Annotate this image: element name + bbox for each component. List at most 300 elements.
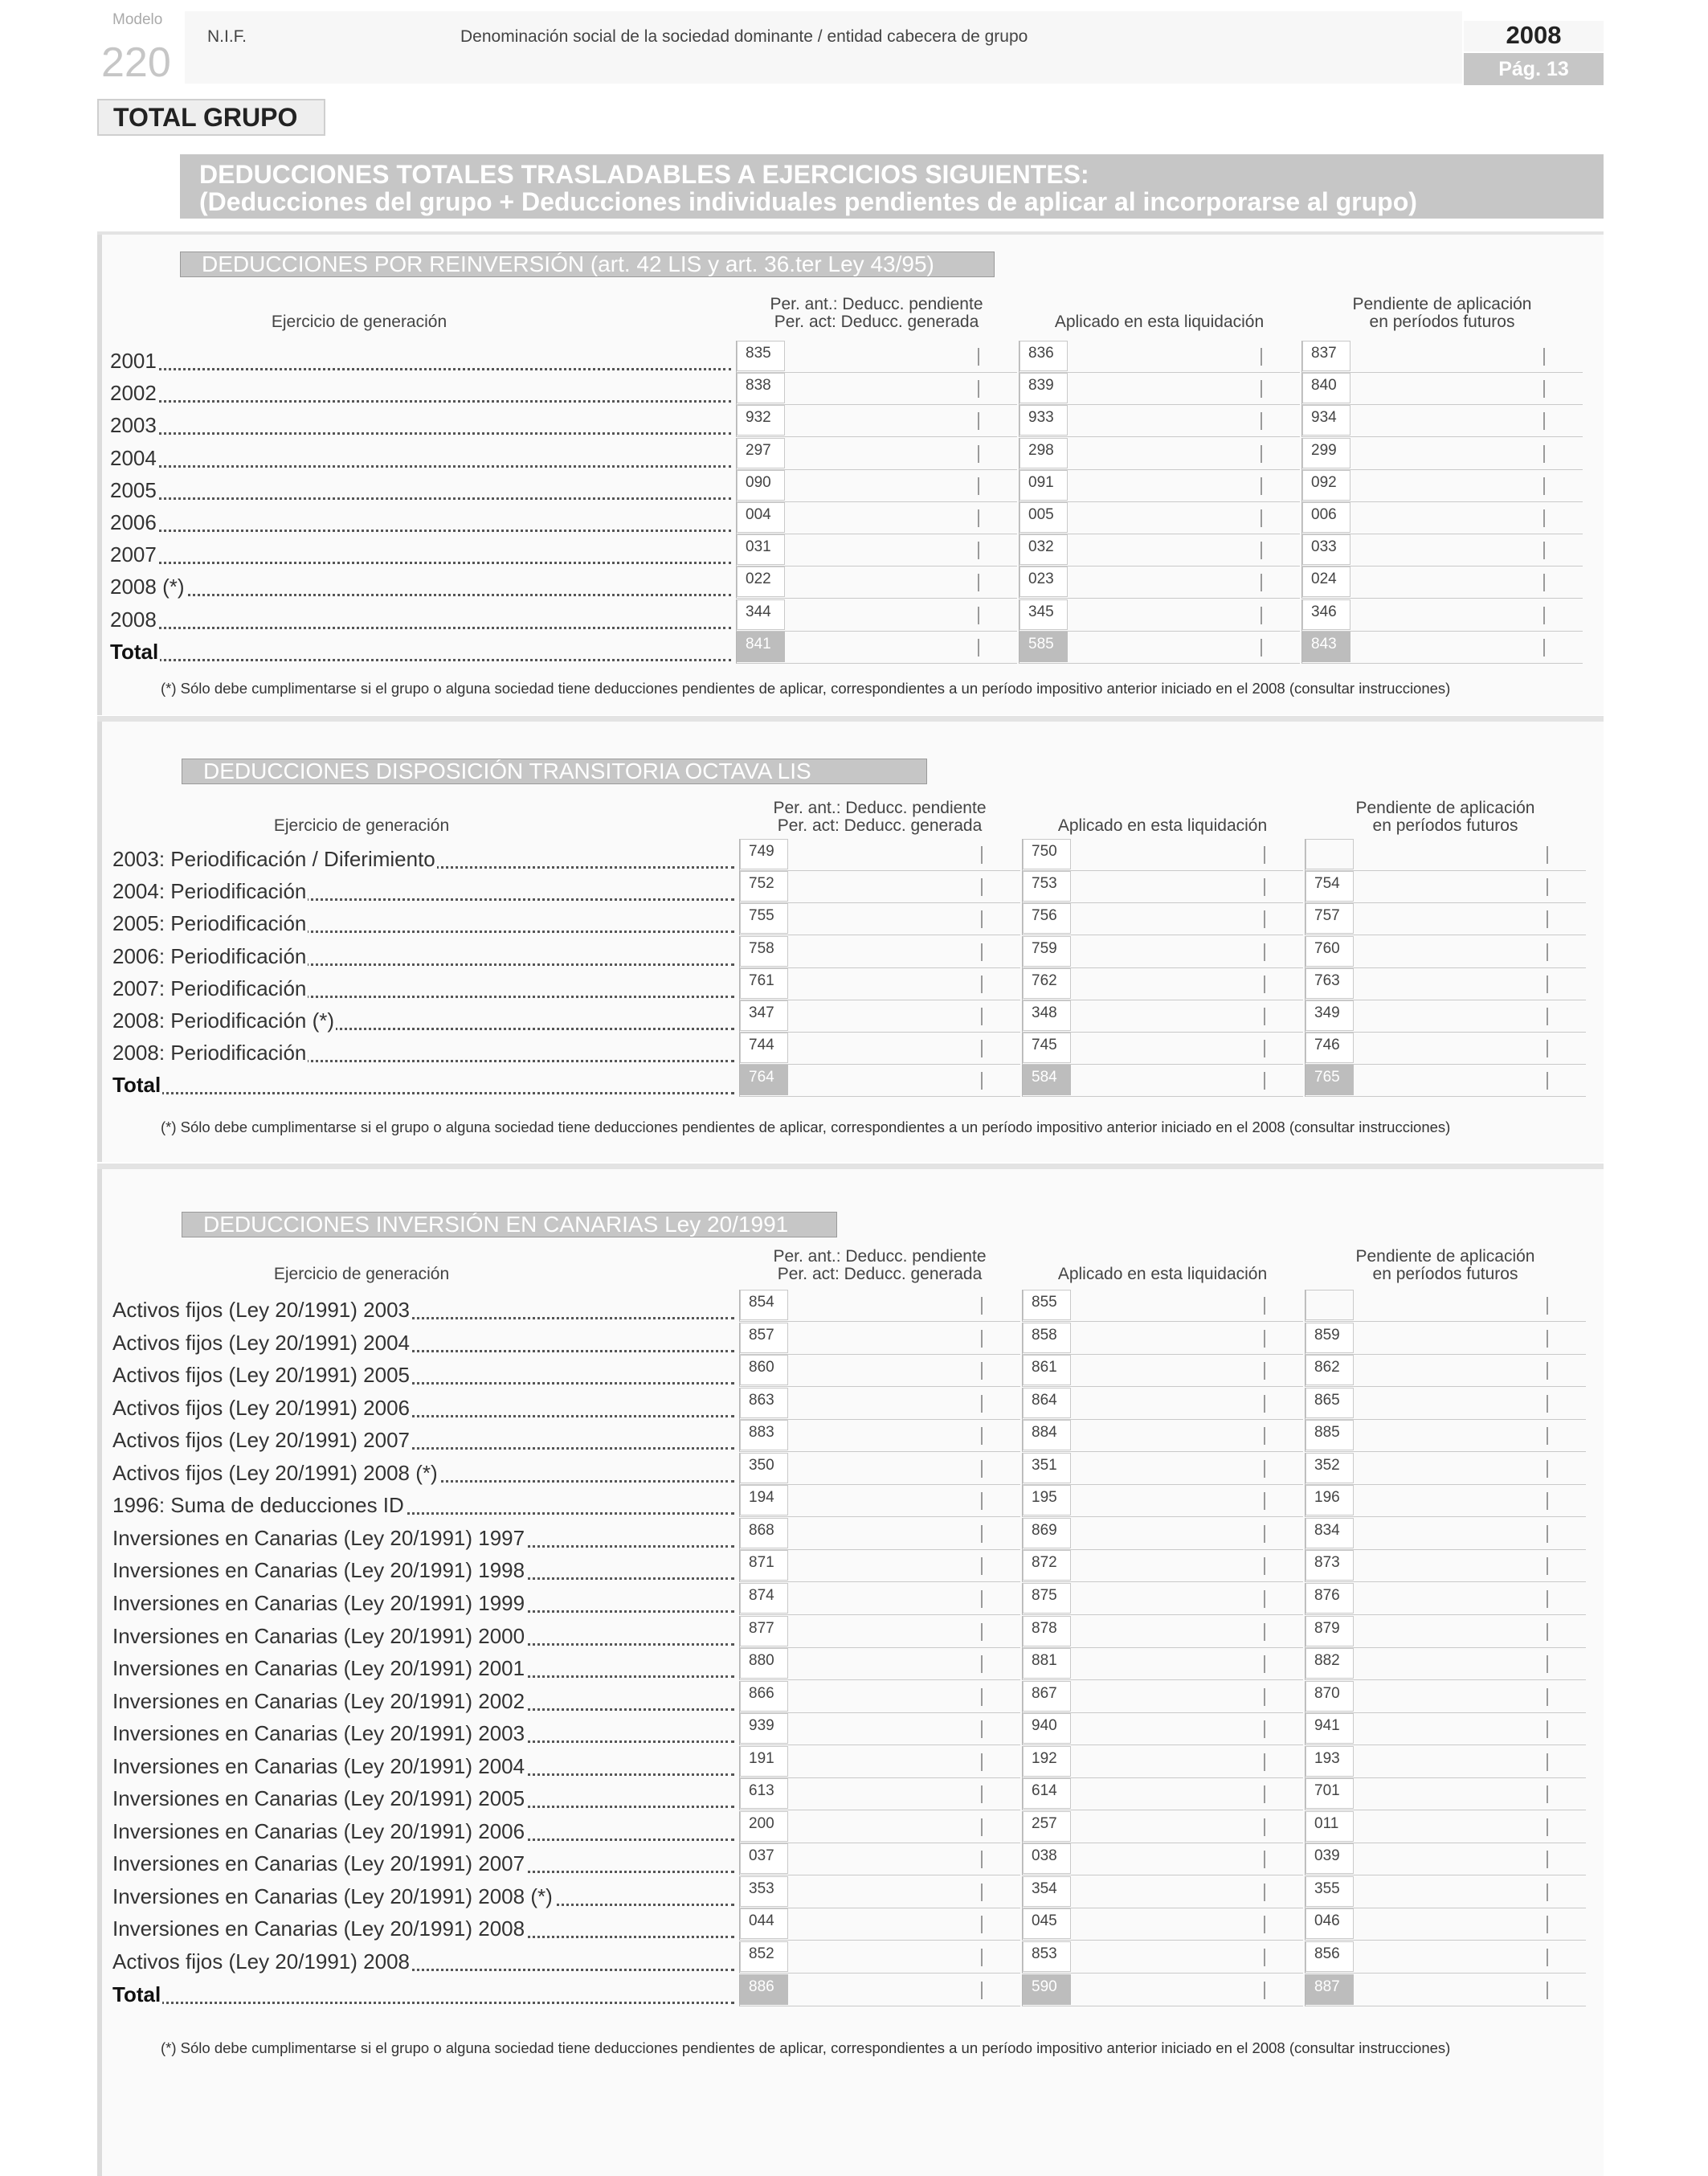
box-code: 756 bbox=[1023, 903, 1071, 934]
box-code: 753 bbox=[1023, 871, 1071, 902]
box-code: 864 bbox=[1023, 1388, 1071, 1418]
row-label bbox=[112, 1721, 734, 1747]
thousands-tick bbox=[978, 477, 979, 495]
box-code: 933 bbox=[1019, 405, 1068, 436]
amount-field[interactable] bbox=[1305, 1941, 1586, 1974]
box-code: 839 bbox=[1019, 373, 1068, 403]
thousands-tick bbox=[1547, 1949, 1548, 1966]
row-label bbox=[112, 1949, 734, 1975]
box-code: 011 bbox=[1306, 1811, 1354, 1842]
amount-field[interactable] bbox=[1019, 438, 1300, 470]
amount-field[interactable] bbox=[1305, 1065, 1586, 1097]
thousands-tick bbox=[981, 1427, 983, 1445]
thousands-tick bbox=[1264, 1623, 1265, 1641]
amount-field[interactable] bbox=[1022, 1453, 1303, 1485]
box-code: 193 bbox=[1306, 1746, 1354, 1777]
thousands-tick bbox=[981, 846, 983, 864]
thousands-tick bbox=[981, 1884, 983, 1901]
thousands-tick bbox=[981, 1949, 983, 1966]
amount-field[interactable] bbox=[739, 1908, 1020, 1941]
box-code: 759 bbox=[1023, 936, 1071, 967]
box-code: 045 bbox=[1023, 1908, 1071, 1939]
amount-field[interactable] bbox=[736, 373, 1017, 405]
box-code: 764 bbox=[740, 1065, 788, 1095]
amount-field[interactable] bbox=[739, 1778, 1020, 1810]
amount-field[interactable] bbox=[1305, 1550, 1586, 1582]
box-code: 843 bbox=[1302, 632, 1350, 662]
thousands-tick bbox=[1264, 1785, 1265, 1803]
row-label bbox=[112, 879, 734, 905]
row-label bbox=[112, 1558, 734, 1584]
amount-field[interactable] bbox=[1305, 968, 1586, 1000]
thousands-tick bbox=[981, 1785, 983, 1803]
row-label bbox=[112, 1754, 734, 1780]
amount-field[interactable] bbox=[1022, 1290, 1303, 1322]
amount-field[interactable] bbox=[1301, 599, 1583, 632]
amount-field[interactable] bbox=[1022, 1941, 1303, 1974]
row-label-text: Inversiones en Canarias (Ley 20/1991) 2007 bbox=[112, 1851, 525, 1875]
amount-field[interactable] bbox=[1022, 1518, 1303, 1550]
amount-field[interactable] bbox=[1019, 599, 1300, 632]
row-label-text: 2008 (*) bbox=[110, 575, 185, 599]
section-title: DEDUCCIONES DISPOSICIÓN TRANSITORIA OCTAVA LIS bbox=[182, 759, 927, 784]
row-label-text: 2006: Periodificación bbox=[112, 944, 307, 968]
denominacion-label: Denominación social de la sociedad dominante / entidad cabecera de grupo bbox=[460, 27, 1028, 46]
row-label bbox=[112, 1428, 734, 1454]
thousands-tick bbox=[1543, 542, 1545, 559]
column-header-future: Pendiente de aplicación en períodos futuros bbox=[1355, 799, 1535, 835]
row-label-text: Inversiones en Canarias (Ley 20/1991) 2002 bbox=[112, 1689, 525, 1713]
thousands-tick bbox=[981, 1040, 983, 1057]
amount-field[interactable] bbox=[1019, 502, 1300, 534]
box-code: 853 bbox=[1023, 1941, 1071, 1972]
row-label-text: Inversiones en Canarias (Ley 20/1991) 2001 bbox=[112, 1656, 525, 1680]
thousands-tick bbox=[1261, 477, 1262, 495]
box-code: 861 bbox=[1023, 1355, 1071, 1385]
box-code: 046 bbox=[1306, 1908, 1354, 1939]
amount-field[interactable] bbox=[736, 438, 1017, 470]
amount-field[interactable] bbox=[1305, 1453, 1586, 1485]
thousands-tick bbox=[1547, 1884, 1548, 1901]
box-code: 585 bbox=[1019, 632, 1068, 662]
row-label-text: 2006 bbox=[110, 510, 157, 534]
amount-field[interactable] bbox=[1305, 1388, 1586, 1420]
amount-field[interactable] bbox=[1022, 1713, 1303, 1745]
box-code: 584 bbox=[1023, 1065, 1071, 1095]
box-code: 865 bbox=[1306, 1388, 1354, 1418]
amount-field[interactable] bbox=[1022, 871, 1303, 903]
thousands-tick bbox=[1547, 1623, 1548, 1641]
thousands-tick bbox=[1547, 1785, 1548, 1803]
amount-field[interactable] bbox=[1019, 566, 1300, 599]
thousands-tick bbox=[981, 1982, 983, 1999]
amount-field[interactable] bbox=[1301, 470, 1583, 502]
amount-field[interactable] bbox=[1305, 1908, 1586, 1941]
amount-field[interactable] bbox=[739, 1876, 1020, 1908]
amount-field[interactable] bbox=[739, 1518, 1020, 1550]
amount-field[interactable] bbox=[739, 1583, 1020, 1615]
page-number: Pág. 13 bbox=[1464, 53, 1604, 85]
box-code: 757 bbox=[1306, 903, 1354, 934]
amount-field[interactable] bbox=[1305, 1843, 1586, 1875]
thousands-tick bbox=[1261, 348, 1262, 366]
amount-field[interactable] bbox=[1305, 1713, 1586, 1745]
row-label bbox=[110, 510, 731, 536]
amount-field[interactable] bbox=[1022, 1355, 1303, 1387]
thousands-tick bbox=[1264, 1460, 1265, 1478]
box-code: 835 bbox=[737, 341, 785, 371]
row-label-text: 2005 bbox=[110, 478, 157, 502]
amount-field[interactable] bbox=[1022, 1778, 1303, 1810]
box-code: 091 bbox=[1019, 470, 1068, 501]
box-code: 744 bbox=[740, 1033, 788, 1063]
thousands-tick bbox=[1547, 910, 1548, 928]
amount-field[interactable] bbox=[1022, 1648, 1303, 1680]
amount-field[interactable] bbox=[1022, 1033, 1303, 1065]
amount-field[interactable] bbox=[1305, 1420, 1586, 1452]
amount-field[interactable] bbox=[739, 1065, 1020, 1097]
row-label bbox=[110, 542, 731, 568]
box-code: 857 bbox=[740, 1323, 788, 1353]
amount-field[interactable] bbox=[1022, 903, 1303, 935]
amount-field[interactable] bbox=[1305, 936, 1586, 968]
amount-field[interactable] bbox=[739, 1681, 1020, 1713]
thousands-tick bbox=[1261, 412, 1262, 430]
amount-field[interactable] bbox=[1305, 1000, 1586, 1033]
thousands-tick bbox=[1547, 943, 1548, 961]
amount-field[interactable] bbox=[1305, 1681, 1586, 1713]
amount-field[interactable] bbox=[739, 1550, 1020, 1582]
row-label bbox=[112, 1819, 734, 1845]
amount-field[interactable] bbox=[1022, 1681, 1303, 1713]
thousands-tick bbox=[1547, 1395, 1548, 1413]
dot-leader bbox=[110, 432, 731, 435]
box-code: 932 bbox=[737, 405, 785, 436]
thousands-tick bbox=[1547, 1688, 1548, 1706]
thousands-tick bbox=[1547, 1427, 1548, 1445]
amount-field[interactable] bbox=[1019, 470, 1300, 502]
box-code: 880 bbox=[740, 1648, 788, 1679]
box-code: 867 bbox=[1023, 1681, 1071, 1712]
thousands-tick bbox=[1264, 846, 1265, 864]
thousands-tick bbox=[1264, 1330, 1265, 1348]
box-code: 195 bbox=[1023, 1485, 1071, 1515]
box-code: 859 bbox=[1306, 1323, 1354, 1353]
footnote: (*) Sólo debe cumplimentarse si el grupo o alguna sociedad tiene deducciones pendientes de aplicar, correspondientes a un período impositivo anterior iniciado en el 2008 (consultar instrucciones) bbox=[161, 2039, 1451, 2056]
amount-field[interactable] bbox=[1022, 1908, 1303, 1941]
row-label-text: Inversiones en Canarias (Ley 20/1991) 1998 bbox=[112, 1558, 525, 1582]
box-code: 352 bbox=[1306, 1453, 1354, 1483]
thousands-tick bbox=[1547, 1492, 1548, 1510]
amount-field[interactable] bbox=[739, 936, 1020, 968]
amount-field[interactable] bbox=[736, 502, 1017, 534]
box-code: 877 bbox=[740, 1616, 788, 1646]
thousands-tick bbox=[1264, 1395, 1265, 1413]
row-label bbox=[112, 847, 734, 873]
amount-field[interactable] bbox=[1301, 438, 1583, 470]
thousands-tick bbox=[981, 1072, 983, 1090]
box-code: 836 bbox=[1019, 341, 1068, 371]
amount-field[interactable] bbox=[1022, 1000, 1303, 1033]
box-code: 866 bbox=[740, 1681, 788, 1712]
amount-field[interactable] bbox=[1305, 1033, 1586, 1065]
thousands-tick bbox=[978, 412, 979, 430]
box-code: 941 bbox=[1306, 1713, 1354, 1744]
box-code: 841 bbox=[737, 632, 785, 662]
row-label bbox=[112, 1331, 734, 1356]
row-label bbox=[112, 1041, 734, 1066]
box-code: 762 bbox=[1023, 968, 1071, 999]
amount-field[interactable] bbox=[1022, 1843, 1303, 1875]
row-label bbox=[112, 1656, 734, 1682]
row-label bbox=[110, 413, 731, 439]
thousands-tick bbox=[1543, 477, 1545, 495]
amount-field[interactable] bbox=[739, 1033, 1020, 1065]
box-code: 038 bbox=[1023, 1843, 1071, 1874]
amount-field[interactable] bbox=[1022, 1746, 1303, 1778]
box-code: 875 bbox=[1023, 1583, 1071, 1614]
amount-field[interactable] bbox=[1022, 936, 1303, 968]
thousands-tick bbox=[981, 1753, 983, 1771]
amount-field[interactable] bbox=[1305, 1355, 1586, 1387]
box-code: 032 bbox=[1019, 534, 1068, 565]
row-label bbox=[110, 446, 731, 472]
amount-field[interactable] bbox=[1022, 1065, 1303, 1097]
row-label bbox=[112, 1689, 734, 1715]
thousands-tick bbox=[1261, 445, 1262, 463]
box-code: 200 bbox=[740, 1811, 788, 1842]
row-label-text: 2004: Periodificación bbox=[112, 879, 307, 903]
amount-field[interactable] bbox=[1305, 1290, 1586, 1322]
thousands-tick bbox=[1547, 1753, 1548, 1771]
amount-field[interactable] bbox=[739, 1453, 1020, 1485]
box-code: 022 bbox=[737, 566, 785, 597]
amount-field[interactable] bbox=[1301, 373, 1583, 405]
amount-field[interactable] bbox=[739, 1941, 1020, 1974]
box-code: 868 bbox=[740, 1518, 788, 1548]
amount-field[interactable] bbox=[1019, 341, 1300, 373]
amount-field[interactable] bbox=[739, 1388, 1020, 1420]
amount-field[interactable] bbox=[739, 871, 1020, 903]
box-code: 191 bbox=[740, 1746, 788, 1777]
amount-field[interactable] bbox=[1305, 1746, 1586, 1778]
thousands-tick bbox=[1543, 509, 1545, 527]
amount-field[interactable] bbox=[739, 1648, 1020, 1680]
thousands-tick bbox=[1264, 1753, 1265, 1771]
thousands-tick bbox=[1264, 1040, 1265, 1057]
amount-field[interactable] bbox=[739, 839, 1020, 871]
modelo-label: Modelo bbox=[112, 11, 163, 28]
amount-field[interactable] bbox=[739, 1713, 1020, 1745]
amount-field[interactable] bbox=[1305, 1778, 1586, 1810]
amount-field[interactable] bbox=[1305, 1583, 1586, 1615]
amount-field[interactable] bbox=[739, 1420, 1020, 1452]
thousands-tick bbox=[1547, 1362, 1548, 1380]
amount-field[interactable] bbox=[739, 1843, 1020, 1875]
amount-field[interactable] bbox=[739, 1746, 1020, 1778]
amount-field[interactable] bbox=[1022, 968, 1303, 1000]
amount-field[interactable] bbox=[736, 534, 1017, 566]
amount-field[interactable] bbox=[739, 1485, 1020, 1517]
box-code: 037 bbox=[740, 1843, 788, 1874]
thousands-tick bbox=[981, 1492, 983, 1510]
amount-field[interactable] bbox=[736, 632, 1017, 664]
amount-field[interactable] bbox=[739, 1355, 1020, 1387]
row-label-text: Total bbox=[110, 640, 159, 664]
amount-field[interactable] bbox=[1022, 1323, 1303, 1355]
thousands-tick bbox=[978, 542, 979, 559]
amount-field[interactable] bbox=[739, 1323, 1020, 1355]
amount-field[interactable] bbox=[739, 1616, 1020, 1648]
amount-field[interactable] bbox=[739, 1290, 1020, 1322]
box-code: 346 bbox=[1302, 599, 1350, 630]
dot-leader bbox=[112, 2002, 734, 2004]
thousands-tick bbox=[981, 1525, 983, 1543]
amount-field[interactable] bbox=[1019, 373, 1300, 405]
thousands-tick bbox=[981, 1590, 983, 1608]
amount-field[interactable] bbox=[739, 1811, 1020, 1843]
amount-field[interactable] bbox=[1305, 839, 1586, 871]
amount-field[interactable] bbox=[1022, 839, 1303, 871]
amount-field[interactable] bbox=[1301, 405, 1583, 437]
amount-field[interactable] bbox=[1022, 1616, 1303, 1648]
box-code: 348 bbox=[1023, 1000, 1071, 1031]
row-label-text: 2004 bbox=[110, 446, 157, 470]
box-code: 879 bbox=[1306, 1616, 1354, 1646]
row-label-text: Total bbox=[112, 1982, 161, 2006]
amount-field[interactable] bbox=[1022, 1485, 1303, 1517]
amount-field[interactable] bbox=[1301, 502, 1583, 534]
amount-field[interactable] bbox=[1305, 1616, 1586, 1648]
column-header-applied: Aplicado en esta liquidación bbox=[1054, 313, 1265, 331]
dot-leader bbox=[110, 497, 731, 500]
box-code: 299 bbox=[1302, 438, 1350, 468]
thousands-tick bbox=[1543, 445, 1545, 463]
row-label-text: 2007 bbox=[110, 542, 157, 566]
box-code: 752 bbox=[740, 871, 788, 902]
amount-field[interactable] bbox=[1301, 341, 1583, 373]
amount-field[interactable] bbox=[1305, 903, 1586, 935]
column-header-pending: Per. ant.: Deducc. pendiente Per. act: Deducc. generada bbox=[770, 295, 983, 331]
amount-field[interactable] bbox=[736, 599, 1017, 632]
amount-field[interactable] bbox=[739, 968, 1020, 1000]
box-code: 760 bbox=[1306, 936, 1354, 967]
amount-field[interactable] bbox=[1305, 1485, 1586, 1517]
section-rule bbox=[97, 716, 1604, 722]
amount-field[interactable] bbox=[1305, 1648, 1586, 1680]
box-code: 758 bbox=[740, 936, 788, 967]
box-code: 351 bbox=[1023, 1453, 1071, 1483]
amount-field[interactable] bbox=[1022, 1811, 1303, 1843]
amount-field[interactable] bbox=[736, 405, 1017, 437]
dot-leader bbox=[110, 627, 731, 629]
box-code: 006 bbox=[1302, 502, 1350, 533]
amount-field[interactable] bbox=[1022, 1388, 1303, 1420]
amount-field[interactable] bbox=[739, 1974, 1020, 2006]
amount-field[interactable] bbox=[1022, 1974, 1303, 2006]
box-code: 761 bbox=[740, 968, 788, 999]
thousands-tick bbox=[1261, 574, 1262, 591]
row-label bbox=[112, 1396, 734, 1421]
row-label-text: Inversiones en Canarias (Ley 20/1991) 1999 bbox=[112, 1591, 525, 1615]
amount-field[interactable] bbox=[1305, 1323, 1586, 1355]
box-code: 884 bbox=[1023, 1420, 1071, 1450]
amount-field[interactable] bbox=[1022, 1583, 1303, 1615]
box-code: 874 bbox=[740, 1583, 788, 1614]
amount-field[interactable] bbox=[736, 566, 1017, 599]
thousands-tick bbox=[981, 1008, 983, 1025]
thousands-tick bbox=[1264, 1720, 1265, 1738]
amount-field[interactable] bbox=[736, 470, 1017, 502]
amount-field[interactable] bbox=[1019, 405, 1300, 437]
amount-field[interactable] bbox=[1305, 871, 1586, 903]
box-code: 871 bbox=[740, 1550, 788, 1581]
row-label bbox=[112, 1591, 734, 1617]
amount-field[interactable] bbox=[1019, 632, 1300, 664]
thousands-tick bbox=[1547, 1297, 1548, 1315]
column-header-applied: Aplicado en esta liquidación bbox=[1057, 816, 1268, 835]
amount-field[interactable] bbox=[1305, 1974, 1586, 2006]
box-code: 876 bbox=[1306, 1583, 1354, 1614]
row-label bbox=[112, 1461, 734, 1487]
amount-field[interactable] bbox=[1022, 1420, 1303, 1452]
box-code: 882 bbox=[1306, 1648, 1354, 1679]
row-label bbox=[112, 1624, 734, 1650]
box-code: 869 bbox=[1023, 1518, 1071, 1548]
column-header-generation: Ejercicio de generación bbox=[271, 313, 447, 331]
amount-field[interactable] bbox=[739, 903, 1020, 935]
row-label bbox=[112, 1851, 734, 1877]
row-label-text: Activos fijos (Ley 20/1991) 2008 bbox=[112, 1949, 410, 1974]
amount-field[interactable] bbox=[1305, 1518, 1586, 1550]
row-label-text: Activos fijos (Ley 20/1991) 2008 (*) bbox=[112, 1461, 438, 1485]
row-label-text: Activos fijos (Ley 20/1991) 2005 bbox=[112, 1363, 410, 1387]
thousands-tick bbox=[1264, 1427, 1265, 1445]
row-label bbox=[112, 1493, 734, 1519]
thousands-tick bbox=[1547, 1851, 1548, 1868]
row-label bbox=[112, 1526, 734, 1552]
box-code: 887 bbox=[1306, 1974, 1354, 2005]
thousands-tick bbox=[978, 639, 979, 656]
box-code: 345 bbox=[1019, 599, 1068, 630]
amount-field[interactable] bbox=[1301, 534, 1583, 566]
box-code: 834 bbox=[1306, 1518, 1354, 1548]
thousands-tick bbox=[1543, 574, 1545, 591]
amount-field[interactable] bbox=[736, 341, 1017, 373]
thousands-tick bbox=[1547, 846, 1548, 864]
thousands-tick bbox=[1547, 1916, 1548, 1933]
thousands-tick bbox=[981, 1623, 983, 1641]
amount-field[interactable] bbox=[1305, 1811, 1586, 1843]
row-label-text: 2003 bbox=[110, 413, 157, 437]
box-code: 939 bbox=[740, 1713, 788, 1744]
amount-field[interactable] bbox=[1022, 1876, 1303, 1908]
box-code: 838 bbox=[737, 373, 785, 403]
box-code: 755 bbox=[740, 903, 788, 934]
row-label bbox=[110, 349, 731, 374]
row-label bbox=[110, 381, 731, 407]
total-row-label bbox=[110, 640, 731, 665]
amount-field[interactable] bbox=[1019, 534, 1300, 566]
amount-field[interactable] bbox=[1301, 632, 1583, 664]
amount-field[interactable] bbox=[1022, 1550, 1303, 1582]
box-code: 863 bbox=[740, 1388, 788, 1418]
thousands-tick bbox=[978, 348, 979, 366]
amount-field[interactable] bbox=[1305, 1876, 1586, 1908]
amount-field[interactable] bbox=[739, 1000, 1020, 1033]
amount-field[interactable] bbox=[1301, 566, 1583, 599]
row-label bbox=[112, 1298, 734, 1323]
